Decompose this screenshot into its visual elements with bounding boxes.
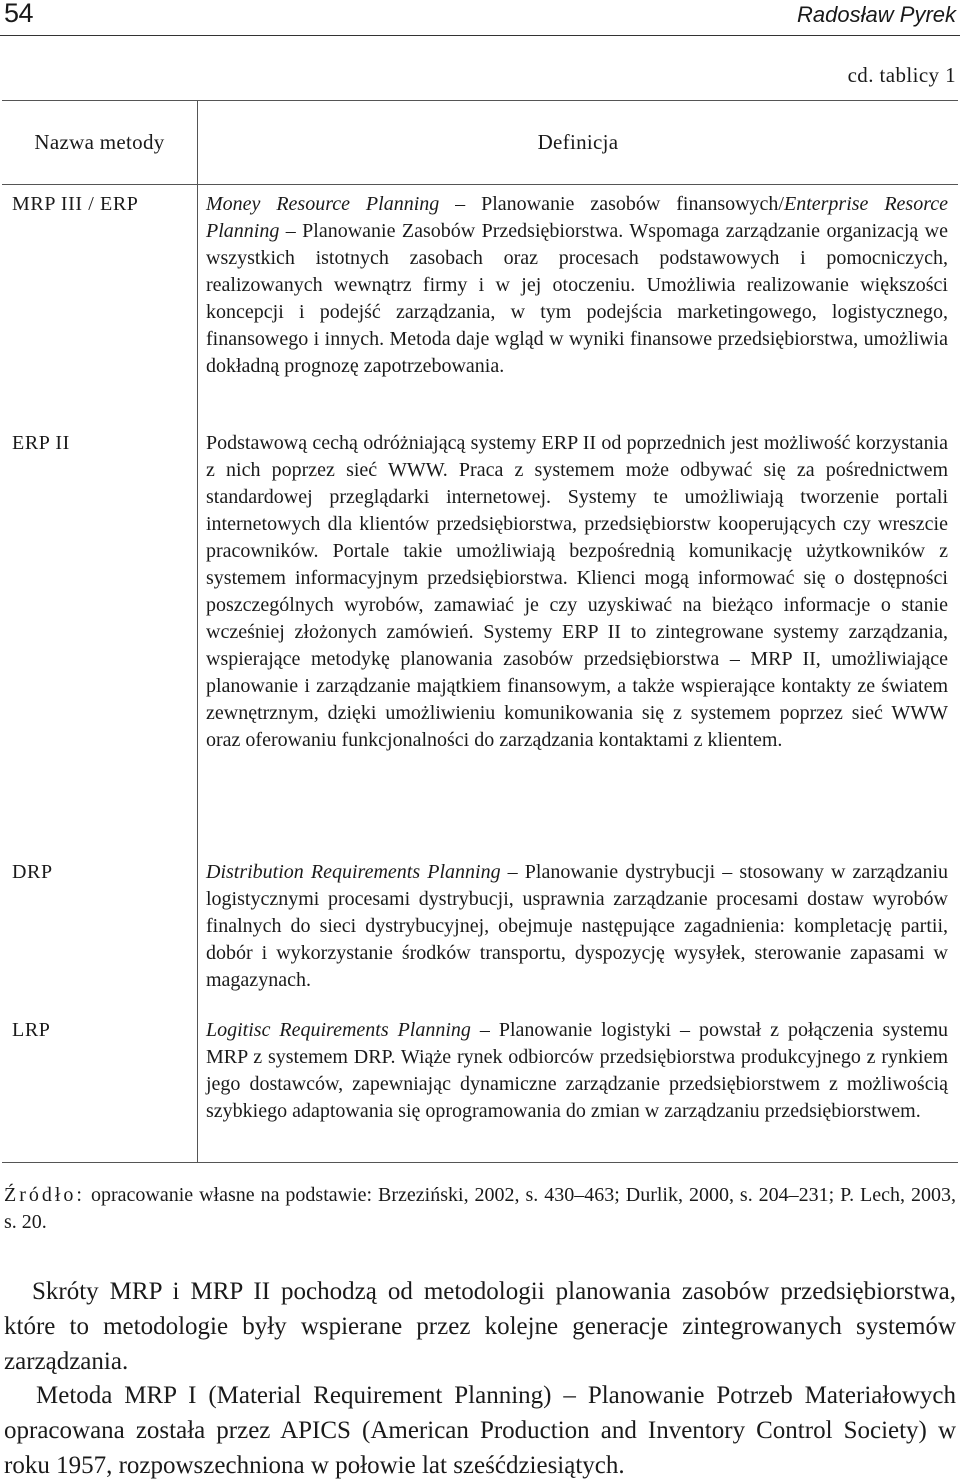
method-name: ERP II: [12, 432, 70, 454]
header-rule-table: [2, 184, 958, 185]
source-text: opracowanie własne na podstawie: Brzeziński, 2002, s. 430–463; Durlik, 2000, s. 204–231; P. Lech, 2003, s. 20.: [4, 1184, 956, 1233]
page-number: 54: [4, 0, 34, 28]
table-source-note: [4, 1182, 956, 1236]
table-continuation-label: cd. tablicy 1: [847, 63, 956, 87]
method-term: Logitisc Requirements Planning: [206, 1019, 471, 1041]
page-header: [0, 0, 960, 34]
header-rule: [0, 35, 960, 36]
column-header-definition: Definicja: [537, 130, 619, 154]
method-name: DRP: [12, 861, 53, 883]
definition-text: – Planowanie Zasobów Przedsiębiorstwa. Wspomaga zarządzanie organizacją we wszystkich istotnych zasobach oraz procesach podstawowych i pomocniczych, realizowanych wewnątrz firmy i w jej otoczeniu. Umożliwia realizowanie większości koncepcji i podejść zarządzania, w tym podejścia marketingowego, logistycznego, finansowego i innych. Metoda daje wgląd w wyniki finansowe przedsiębiorstwa, umożliwia dokładną prognozę zapotrzebowania.: [206, 220, 948, 377]
method-term: Money Resource Planning: [206, 193, 440, 215]
definition-text: – Planowanie zasobów finansowych/: [439, 193, 784, 215]
body-paragraph: Skróty MRP i MRP II pochodzą od metodologii planowania zasobów przedsiębiorstwa, które to metodologie były wspierane przez kolejne generacje zintegrowanych systemów zarządzania.: [4, 1278, 956, 1375]
running-head-author: Radosław Pyrek: [797, 2, 956, 27]
body-paragraph: Metoda MRP I (Material Requirement Planning) – Planowanie Potrzeb Materiałowych opracowana została przez APICS (American Production and Inventory Control Society) w roku 1957, rozpowszechniona w połowie lat sześćdziesiątych.: [4, 1382, 956, 1479]
method-definition: [206, 191, 948, 380]
method-term: Distribution Requirements Planning: [206, 861, 501, 883]
method-name: MRP III / ERP: [12, 193, 139, 215]
method-definition: [206, 1017, 948, 1125]
methods-table: [2, 100, 958, 1163]
definition-text: – Planowanie logistyki – powstał z połączenia systemu MRP z systemem DRP. Wiąże rynek odbiorców przedsiębiorstwa produkcyjnego z rynkiem jego dostawców, zapewniając dynamiczne zarządzanie przedsiębiorstwem z możliwością szybkiego adaptowania się oprogramowania do zmian w zarządzaniu przedsiębiorstwem.: [206, 1019, 949, 1122]
definition-text: – Planowanie dystrybucji – stosowany w zarządzaniu logistycznymi procesami dystrybucji, usprawnia zarządzanie procesami dostaw wyrobów finalnych do sieci dystrybucyjnej, obejmuje następujące zagadnienia: kompletację partii, dobór i wykorzystanie środków transportu, dyspozycję wysyłek, sterowanie zapasami w magazynach.: [206, 861, 948, 991]
column-header-name: Nazwa metody: [34, 130, 165, 154]
method-name: LRP: [12, 1019, 51, 1041]
method-definition: Podstawową cechą odróżniającą systemy ERP II od poprzednich jest możliwość korzystania z nich poprzez sieć WWW. Praca z systemem może odbywać się za pośrednictwem standardowej przeglądarki internetowej. Systemy te umożliwiają tworzenie portali internetowych dla klientów przedsiębiorstwa, przedsiębiorstw kooperujących czy wreszcie pracowników. Portale takie umożliwiają bezpośrednią komunikację użytkowników z systemem informacyjnym przedsiębiorstwa. Klienci mogą informować się o dostępności poszczególnych wyrobów, zamawiać je czy uzyskiwać na bieżąco informacje o stanie wcześniej złożonych zamówień. Systemy ERP II to zintegrowane systemy zarządzania, wspierające metodykę planowania zasobów przedsiębiorstwa – MRP II, umożliwiające planowanie i zarządzanie majątkiem finansowym, a także wspierające kontakty ze światem zewnętrznym, dzięki umożliwieniu komunikowania się z systemem poprzez sieć WWW oraz oferowaniu funkcjonalności do zarządzania kontaktami z klientem.: [206, 432, 948, 751]
column-divider: [197, 101, 198, 1162]
method-term: Enterprise Resorce Planning: [206, 193, 949, 242]
source-label: Źródło:: [4, 1184, 85, 1206]
method-definition: [206, 859, 948, 994]
